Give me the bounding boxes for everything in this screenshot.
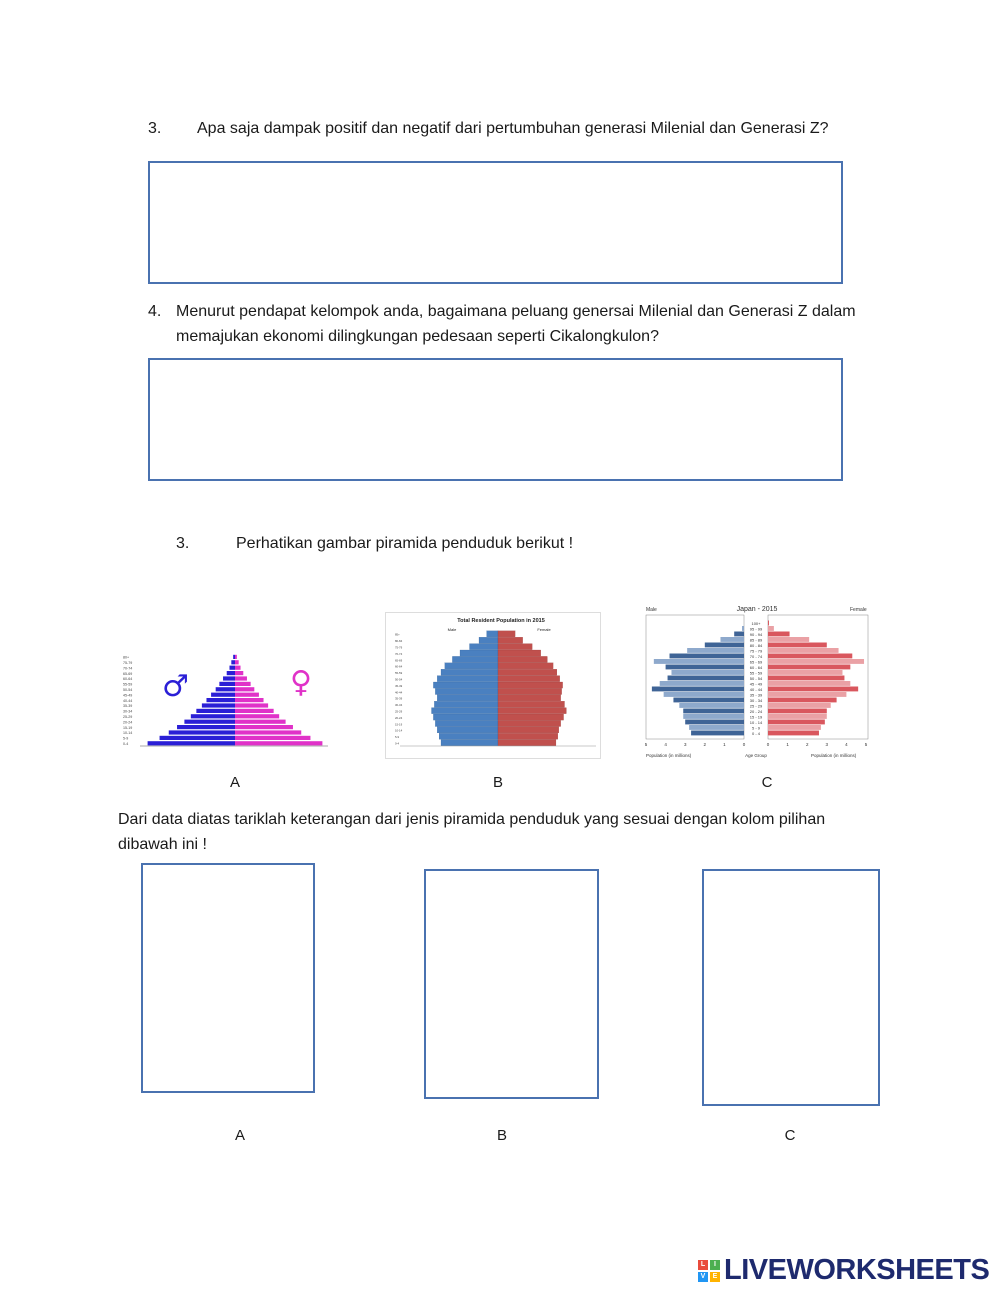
bar-male <box>169 730 235 734</box>
age-tick-label: 0 - 4 <box>751 730 761 736</box>
bar-male <box>452 656 498 662</box>
age-tick-label: 5 - 9 <box>751 725 761 731</box>
bar-male <box>668 676 744 681</box>
age-tick-label: 35 - 39 <box>749 692 763 698</box>
bar-female <box>498 663 553 669</box>
answer-box-b[interactable] <box>424 869 599 1099</box>
pyramid-chart-c <box>643 603 875 761</box>
question-4 <box>148 299 908 345</box>
figure-label-a: A <box>229 774 240 791</box>
age-tick-label: 60-64 <box>123 677 133 682</box>
x-tick-label: 4 <box>845 742 848 747</box>
question-number: 3. <box>148 120 162 137</box>
bar-female <box>768 637 809 642</box>
instruction-line1: Dari data diatas tariklah keterangan dari jenis piramida penduduk yang sesuai dengan kolom pilihan <box>118 811 826 828</box>
bar-male <box>196 709 235 713</box>
x-tick-label: 2 <box>703 742 707 747</box>
bar-female <box>235 660 239 664</box>
bar-female <box>498 656 547 662</box>
age-tick-label: 65-69 <box>395 658 403 663</box>
bar-male <box>683 714 744 719</box>
x-axis-label-center: Age Group <box>745 753 767 758</box>
age-tick-label: 30 - 34 <box>749 697 763 703</box>
bar-female <box>768 720 825 725</box>
bar-male <box>673 698 744 703</box>
bar-female <box>768 709 827 714</box>
age-tick-label: 5-9 <box>395 735 400 740</box>
bar-male <box>437 676 498 682</box>
bar-male <box>216 687 235 691</box>
question-text: Perhatikan gambar piramida penduduk berikut ! <box>236 535 574 552</box>
bar-female <box>498 688 562 694</box>
bar-male <box>437 727 498 733</box>
bar-male <box>685 720 744 725</box>
answer-box-c[interactable] <box>702 869 880 1106</box>
bar-male <box>223 676 235 680</box>
x-tick-label: 3 <box>825 742 829 747</box>
age-tick-label: 35-39 <box>123 704 133 709</box>
age-tick-label: 95 - 99 <box>749 626 763 632</box>
bar-female <box>768 659 864 664</box>
bar-male <box>479 637 498 643</box>
pyramid-chart-b <box>385 612 601 759</box>
bar-female <box>768 681 850 686</box>
x-tick-label: 0 <box>766 742 770 747</box>
bar-female <box>768 632 790 637</box>
bar-male <box>734 632 744 637</box>
bar-female <box>498 676 560 682</box>
age-tick-label: 15-19 <box>123 725 133 730</box>
figure-label-b: B <box>492 774 503 791</box>
age-tick-label: 20-24 <box>123 720 133 725</box>
question-text: Apa saja dampak positif dan negatif dari pertumbuhan generasi Milenial dan Generasi Z? <box>197 120 829 137</box>
bar-male <box>742 626 744 631</box>
age-tick-label: 70-74 <box>123 666 133 671</box>
bar-female <box>498 650 541 656</box>
age-tick-label: 45-49 <box>395 683 403 688</box>
bar-male <box>231 660 235 664</box>
bar-female <box>498 714 564 720</box>
bar-male <box>689 725 744 730</box>
age-tick-label: 25-29 <box>123 715 133 719</box>
age-tick-label: 75-79 <box>123 661 133 665</box>
age-tick-label: 40-44 <box>123 698 133 703</box>
bar-male <box>687 648 744 653</box>
bar-male <box>434 701 498 707</box>
x-axis-label-left: Population (in millions) <box>646 753 692 758</box>
answer-label-b: B <box>496 1127 507 1144</box>
bar-female <box>235 666 241 670</box>
age-tick-label: 70-74 <box>395 651 403 656</box>
bar-female <box>235 676 247 680</box>
bar-male <box>720 637 744 642</box>
bar-male <box>227 671 235 675</box>
bar-female <box>235 693 259 697</box>
answer-box-q4[interactable] <box>148 358 843 481</box>
bar-female <box>498 631 515 637</box>
x-tick-label: 4 <box>664 742 667 747</box>
age-tick-label: 20 - 24 <box>749 708 763 714</box>
bar-female <box>498 727 559 733</box>
bar-female <box>768 731 819 736</box>
answer-label-a: A <box>234 1127 245 1144</box>
bar-female <box>235 741 322 745</box>
bar-male <box>437 695 498 701</box>
bar-female <box>498 733 558 739</box>
bar-female <box>498 740 556 746</box>
age-tick-label: 15 - 19 <box>749 714 763 720</box>
x-tick-label: 3 <box>683 742 687 747</box>
legend-male: Male <box>646 607 657 613</box>
age-tick-label: 80-84 <box>395 639 403 644</box>
instruction <box>118 807 938 857</box>
age-tick-label: 55-59 <box>395 671 403 676</box>
bar-female <box>768 698 837 703</box>
bar-male <box>233 655 235 659</box>
bar-female <box>235 709 274 713</box>
bar-female <box>768 725 821 730</box>
x-tick-label: 5 <box>864 742 868 747</box>
logo-letter: L <box>698 1260 708 1270</box>
age-tick-label: 60 - 64 <box>749 664 763 670</box>
bar-female <box>768 643 827 648</box>
bar-male <box>445 663 498 669</box>
bar-female <box>498 708 566 714</box>
age-tick-label: 100+ <box>751 620 761 626</box>
bar-female <box>768 714 827 719</box>
bar-female <box>768 676 844 681</box>
figure-label-c: C <box>761 774 773 791</box>
bar-male <box>439 733 498 739</box>
bar-male <box>683 709 744 714</box>
instruction-line2: dibawah ini ! <box>118 836 207 853</box>
brand-name: LIVEWORKSHEETS <box>724 1254 990 1286</box>
age-tick-label: 50-54 <box>123 688 133 692</box>
age-tick-label: 10-14 <box>395 728 403 733</box>
x-tick-label: 1 <box>786 742 789 747</box>
bar-male <box>211 693 235 697</box>
bar-female <box>768 692 846 697</box>
bar-male <box>670 654 744 659</box>
bar-male <box>441 669 498 675</box>
bar-female <box>235 655 237 659</box>
logo-letter: E <box>710 1272 720 1282</box>
bar-male <box>435 720 498 726</box>
bar-female <box>768 687 858 692</box>
age-tick-label: 85 - 89 <box>749 637 763 643</box>
bar-male <box>487 631 498 637</box>
female-symbol-icon: ♀ <box>290 665 312 700</box>
bar-female <box>235 736 310 740</box>
age-tick-label: 0-4 <box>395 741 400 746</box>
legend-female: Female <box>537 627 551 632</box>
age-tick-label: 0-4 <box>123 742 129 746</box>
age-tick-label: 5-9 <box>123 736 129 741</box>
bar-male <box>219 682 235 686</box>
pyramid-chart-a <box>118 640 338 755</box>
bar-male <box>177 725 235 729</box>
bar-male <box>705 643 744 648</box>
bar-female <box>768 670 842 675</box>
age-tick-label: 75 - 79 <box>749 648 763 654</box>
age-tick-label: 70 - 74 <box>749 653 763 659</box>
answer-box-a[interactable] <box>141 863 315 1093</box>
bar-male <box>433 714 498 720</box>
bar-female <box>498 644 532 650</box>
bar-female <box>235 725 293 729</box>
male-symbol-icon: ♂ <box>162 669 189 704</box>
bar-female <box>498 682 563 688</box>
bar-male <box>666 665 744 670</box>
bar-male <box>660 681 744 686</box>
age-tick-label: 25 - 29 <box>749 703 763 709</box>
bar-female <box>498 701 565 707</box>
bar-female <box>235 714 279 718</box>
bar-male <box>671 670 744 675</box>
question-3b <box>176 531 776 556</box>
bar-female <box>498 720 561 726</box>
question-number: 3. <box>176 535 190 552</box>
brand-logo <box>698 1254 989 1287</box>
x-tick-label: 2 <box>805 742 809 747</box>
question-3 <box>148 116 908 141</box>
bar-female <box>768 703 831 708</box>
bar-female <box>498 637 523 643</box>
age-tick-label: 10 - 14 <box>749 719 763 725</box>
bar-female <box>768 665 850 670</box>
bar-female <box>235 671 243 675</box>
age-tick-label: 40 - 44 <box>749 686 763 692</box>
bar-female <box>768 626 774 631</box>
x-tick-label: 0 <box>742 742 746 747</box>
legend-male: Male <box>447 627 457 632</box>
age-tick-label: 20-24 <box>395 715 403 720</box>
age-tick-label: 80 - 84 <box>749 642 763 648</box>
age-tick-label: 15-19 <box>395 722 403 727</box>
bar-female <box>235 698 264 702</box>
age-tick-label: 10-14 <box>123 731 133 736</box>
answer-box-q3[interactable] <box>148 161 843 284</box>
bar-male <box>691 731 744 736</box>
bar-female <box>235 730 301 734</box>
chart-title: Total Resident Population in 2015 <box>457 618 545 624</box>
bar-male <box>470 644 499 650</box>
logo-letter: V <box>698 1272 708 1282</box>
bar-male <box>148 741 235 745</box>
bar-female <box>235 720 286 724</box>
bar-male <box>664 692 744 697</box>
bar-male <box>432 708 499 714</box>
x-axis-label-right: Population (in millions) <box>811 753 857 758</box>
bar-male <box>191 714 235 718</box>
bar-male <box>229 666 235 670</box>
bar-female <box>498 695 561 701</box>
question-text-line1: Menurut pendapat kelompok anda, bagaimana peluang genersai Milenial dan Generasi Z dalam <box>176 303 856 320</box>
bar-male <box>435 688 498 694</box>
x-tick-label: 5 <box>644 742 648 747</box>
bar-male <box>184 720 235 724</box>
bar-male <box>441 740 498 746</box>
chart-title: Japan - 2015 <box>736 606 778 613</box>
age-tick-label: 40-44 <box>395 690 403 695</box>
age-tick-label: 75-79 <box>395 645 403 650</box>
bar-male <box>433 682 498 688</box>
answer-label-c: C <box>784 1127 796 1144</box>
bar-female <box>498 669 557 675</box>
bar-male <box>206 698 235 702</box>
age-tick-label: 45 - 49 <box>749 681 763 687</box>
age-tick-label: 65 - 69 <box>749 659 763 665</box>
age-tick-label: 35-39 <box>395 696 403 701</box>
legend-female: Female <box>850 607 867 613</box>
bar-male <box>652 687 744 692</box>
bar-female <box>235 687 254 691</box>
age-tick-label: 90 - 94 <box>749 631 763 637</box>
bar-female <box>235 682 251 686</box>
age-tick-label: 55-59 <box>123 682 133 687</box>
age-tick-label: 80+ <box>123 655 130 660</box>
age-tick-label: 65-69 <box>123 671 133 676</box>
age-tick-label: 30-34 <box>123 709 133 714</box>
age-tick-label: 85+ <box>395 632 400 637</box>
age-tick-label: 50-54 <box>395 677 403 682</box>
age-tick-label: 60-64 <box>395 664 403 669</box>
age-tick-label: 30-34 <box>395 703 403 708</box>
bar-male <box>654 659 744 664</box>
bar-male <box>160 736 235 740</box>
question-number: 4. <box>148 303 162 320</box>
bar-male <box>460 650 498 656</box>
question-text <box>176 299 856 349</box>
bar-female <box>235 703 268 707</box>
liveworksheets-logo-icon <box>698 1260 720 1282</box>
age-tick-label: 50 - 54 <box>749 675 763 681</box>
logo-letter: I <box>710 1260 720 1270</box>
age-tick-label: 45-49 <box>123 693 133 698</box>
bar-female <box>768 648 839 653</box>
bar-female <box>768 621 769 626</box>
bar-male <box>679 703 744 708</box>
age-tick-label: 55 - 59 <box>749 670 763 676</box>
bar-male <box>202 703 235 707</box>
x-tick-label: 1 <box>723 742 726 747</box>
bar-female <box>768 654 852 659</box>
age-tick-label: 25-29 <box>395 709 403 714</box>
question-text-line2: memajukan ekonomi dilingkungan pedesaan seperti Cikalongkulon? <box>176 328 659 345</box>
